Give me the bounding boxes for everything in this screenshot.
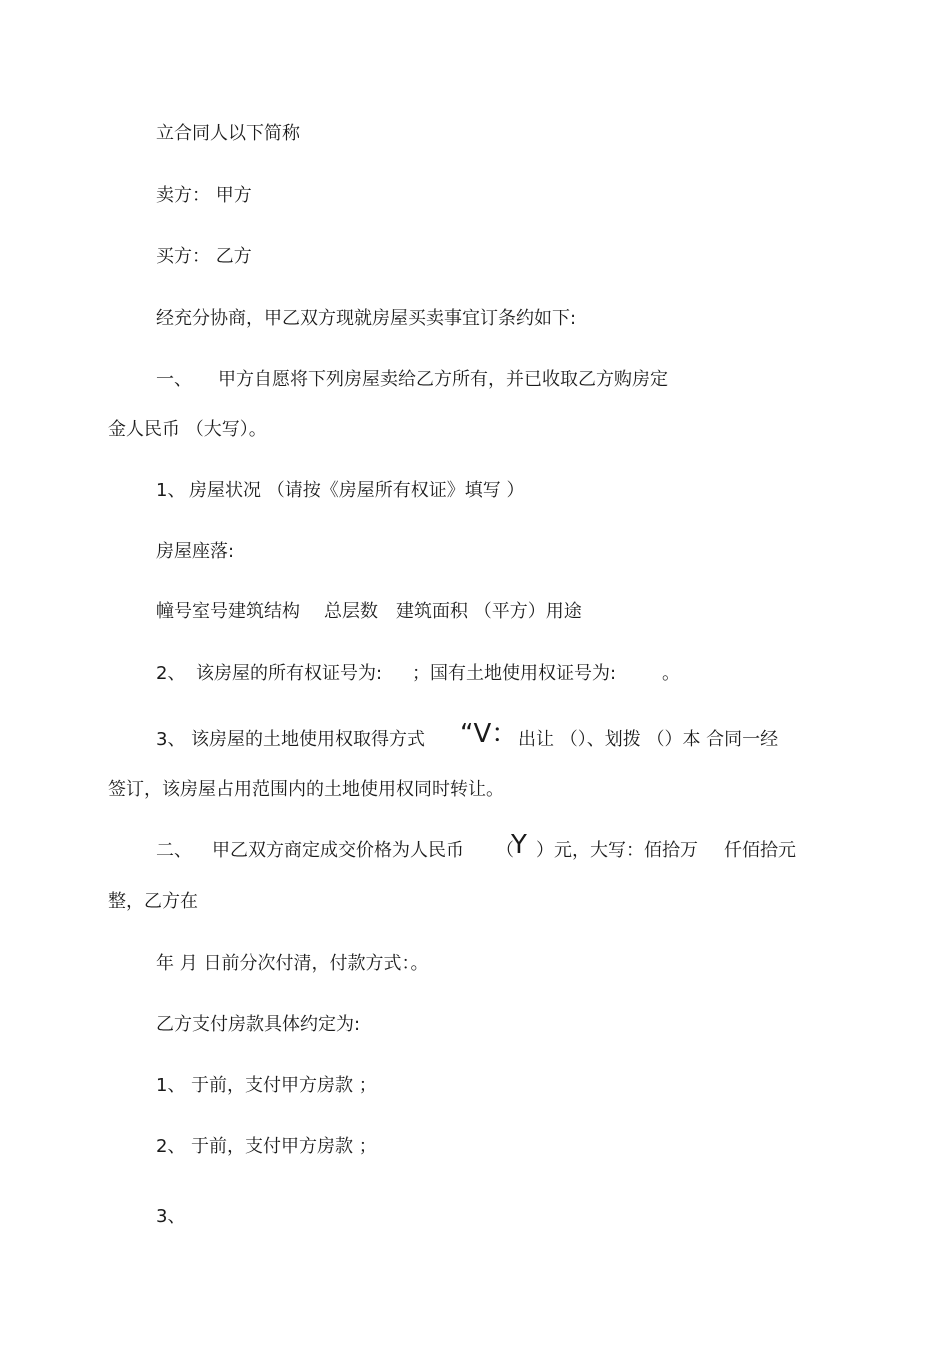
payment-1-text: 于前，支付甲方房款 ； xyxy=(191,1075,377,1096)
article-1-line xyxy=(156,368,716,392)
item-1-number: 1、 xyxy=(156,480,186,501)
field-total-floors: 总层数 xyxy=(324,601,378,622)
payment-2-line xyxy=(156,1135,396,1159)
date-line: 年 月 日前分次付清，付款方式：。 xyxy=(156,953,429,974)
payment-1-number: 1、 xyxy=(156,1075,186,1096)
article-2-paren-open: （ xyxy=(496,840,514,861)
item-2-text: 该房屋的所有权证号为: xyxy=(196,663,383,684)
fields-line xyxy=(156,600,616,624)
agreement-line: 经充分协商，甲乙双方现就房屋买卖事宜订条约如下: xyxy=(156,308,577,329)
item-3-tail: 出让 （）、划拨 （）本 合同一经 xyxy=(518,729,779,750)
article-1-continuation: 金人民币 （大写）。 xyxy=(108,419,267,440)
article-2-tail: 仟佰拾元 xyxy=(724,840,796,861)
article-2-line xyxy=(156,830,806,863)
item-2-number: 2、 xyxy=(156,663,186,684)
payment-1-line xyxy=(156,1074,396,1098)
field-building-structure: 幢号室号建筑结构 xyxy=(156,601,300,622)
item-2-land-cert: ；国有土地使用权证号为: xyxy=(412,663,617,684)
item-3-number: 3、 xyxy=(156,729,186,750)
item-2-line xyxy=(156,662,696,686)
item-1-text: 房屋状况 （请按《房屋所有权证》填写 ） xyxy=(189,480,525,501)
article-1-number: 一、 xyxy=(156,369,192,390)
article-1-text: 甲方自愿将下列房屋卖给乙方所有，并已收取乙方购房定 xyxy=(218,369,668,390)
payment-2-text: 于前，支付甲方房款 ； xyxy=(191,1136,377,1157)
location-line: 房屋座落: xyxy=(156,541,235,562)
article-2-amount: ）元，大写：佰拾万 xyxy=(536,840,698,861)
payment-2-number: 2、 xyxy=(156,1136,186,1157)
item-1-line xyxy=(156,479,576,503)
article-2-yen: Y xyxy=(511,830,527,860)
item-3-line xyxy=(156,719,816,752)
item-3-mark: “V： xyxy=(460,719,518,749)
article-2-text: 甲乙双方商定成交价格为人民币 xyxy=(212,840,464,861)
article-2-number: 二、 xyxy=(156,840,192,861)
payment-terms-line: 乙方支付房款具体约定为: xyxy=(156,1014,361,1035)
field-area-use: 建筑面积 （平方）用途 xyxy=(396,601,582,622)
seller-line: 卖方： 甲方 xyxy=(156,185,252,206)
item-3-continuation: 签订，该房屋占用范围内的土地使用权同时转让。 xyxy=(108,779,504,800)
buyer-line: 买方： 乙方 xyxy=(156,246,252,267)
intro-line: 立合同人以下简称 xyxy=(156,123,300,144)
article-2-continuation: 整，乙方在 xyxy=(108,891,198,912)
payment-3-number: 3、 xyxy=(156,1206,186,1227)
item-3-text: 该房屋的土地使用权取得方式 xyxy=(191,729,425,750)
item-2-end: 。 xyxy=(662,663,680,684)
